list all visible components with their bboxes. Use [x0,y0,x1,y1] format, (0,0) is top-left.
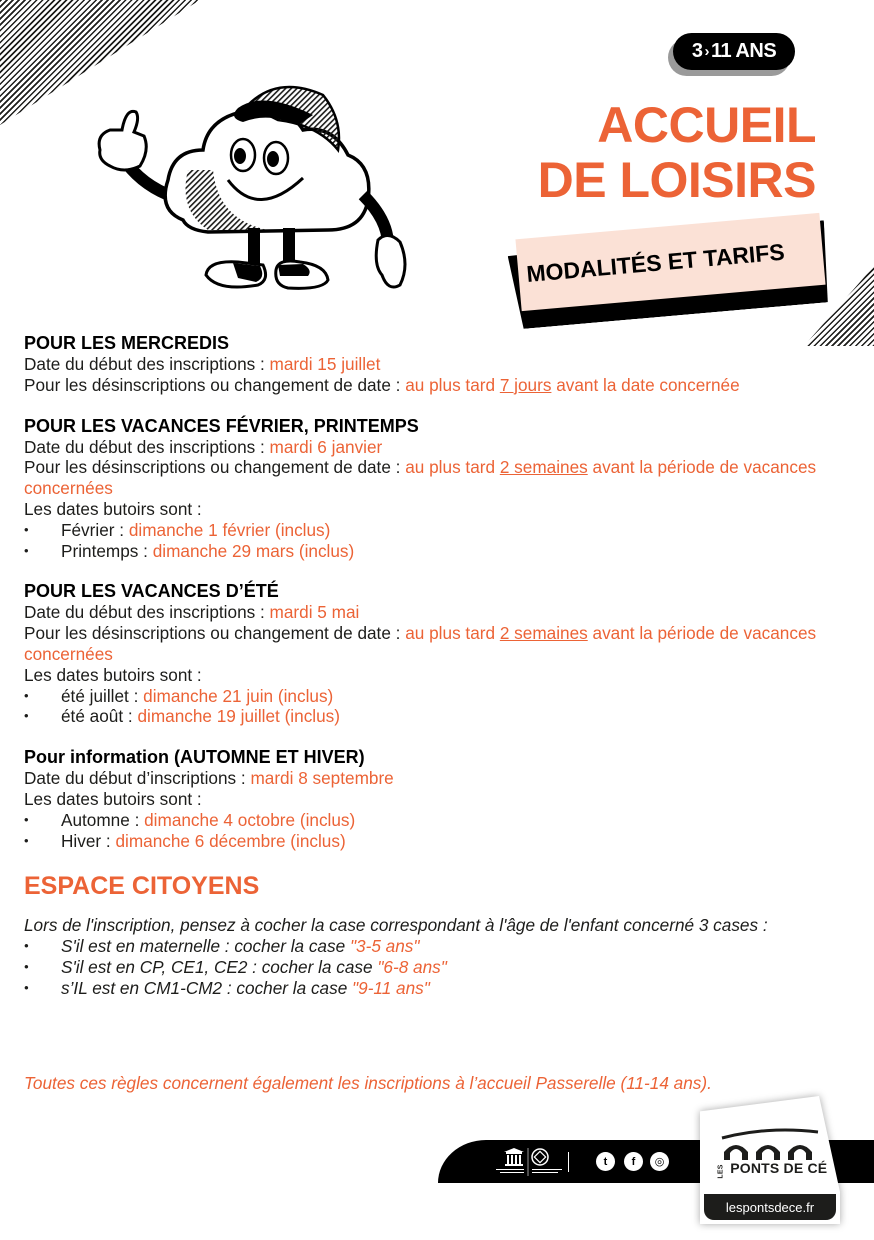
cancel-pre: au plus tard [405,374,500,395]
deadline-value: dimanche 29 mars (inclus) [152,540,355,561]
section-title: POUR LES VACANCES D’ÉTÉ [24,581,279,602]
start-date-value: mardi 8 septembre [250,768,394,789]
instruction-label: S'il est en maternelle : cocher la case [61,936,350,957]
deadline-value: dimanche 4 octobre (inclus) [144,809,356,830]
instruction-label: S'il est en CP, CE1, CE2 : cocher la case [61,956,378,977]
section-automne-hiver [24,747,854,851]
cancel-line [24,375,854,396]
age-checkbox-instruction [24,978,854,999]
start-date-label: Date du début des inscriptions : [24,602,270,623]
deadline-item [24,541,854,562]
deadline-item [24,686,854,707]
section-title: Pour information (AUTOMNE ET HIVER) [24,747,365,768]
deadline-label: Printemps : [61,540,153,561]
age-range-badge [673,33,795,70]
start-date-line [24,354,854,375]
section-title: POUR LES MERCREDIS [24,333,230,353]
age-checkbox-instruction [24,936,854,957]
instruction-label: s’IL est en CM1-CM2 : cocher la case [61,977,353,998]
instagram-icon[interactable]: ◎ [650,1152,669,1171]
start-date-line [24,768,854,789]
cancel-label: Pour les désinscriptions ou changement de date : [24,623,406,644]
logo-name [714,1160,834,1179]
logo-les: LES [717,1164,725,1179]
cancel-label: Pour les désinscriptions ou changement de date : [24,457,406,478]
thumbs-up-hand-icon [99,111,146,170]
cancel-line [24,457,854,499]
section-ete [24,581,854,727]
start-date-value: mardi 6 janvier [269,436,383,457]
start-date-label: Date du début des inscriptions : [24,354,270,374]
waving-hand-icon [376,235,405,287]
espace-citoyens-intro: Lors de l'inscription, pensez à cocher la case correspondant à l'âge de l'enfant concerné 3 cases : [24,915,768,936]
footer-divider [568,1152,569,1172]
deadlines-label: Les dates butoirs sont : [24,788,202,809]
start-date-value: mardi 15 juillet [269,354,381,374]
instruction-value: "9-11 ans" [352,977,430,998]
deadline-label: Février : [61,519,129,540]
cloud-mascot-illustration [88,70,418,290]
age-to: 11 ANS [710,40,777,62]
start-date-value: mardi 5 mai [269,602,360,623]
website-link[interactable]: lespontsdece.fr [704,1194,836,1220]
instruction-value: "6-8 ans" [377,956,447,977]
deadline-value: dimanche 21 juin (inclus) [143,685,334,706]
cancel-pre: au plus tard [405,457,500,478]
facebook-icon[interactable]: f [624,1152,643,1171]
deadline-value: dimanche 1 février (inclus) [128,519,331,540]
deadlines-label: Les dates butoirs sont : [24,498,202,519]
logo-name-text: PONTS DE CÉ [730,1160,828,1176]
start-date-line [24,602,854,623]
cancel-pre: au plus tard [405,623,500,644]
section-title: POUR LES VACANCES FÉVRIER, PRINTEMPS [24,415,419,436]
start-date-label: Date du début des inscriptions : [24,436,270,457]
cancel-line [24,623,854,665]
twitter-icon[interactable]: t [596,1152,615,1171]
final-note: Toutes ces règles concernent également les inscriptions à l’accueil Passerelle (11-14 ans). [24,1073,712,1093]
les-ponts-de-ce-logo [700,1096,840,1224]
section-fevrier-printemps [24,416,854,562]
deadline-item [24,831,854,852]
start-date-line [24,437,854,458]
deadline-label: été août : [61,706,138,727]
chevron-right-icon: › [704,43,709,60]
page-title-line2: DE LOISIRS [537,152,816,208]
section-espace-citoyens [24,871,854,998]
cancel-post: avant la période de vacances concernées [24,457,817,499]
start-date-label: Date du début d’inscriptions : [24,768,251,789]
deadline-label: été juillet : [61,685,144,706]
deadline-label: Automne : [61,809,145,830]
deadline-value: dimanche 6 décembre (inclus) [115,830,346,851]
cancel-post: avant la période de vacances concernées [24,623,817,664]
deadline-item [24,706,854,727]
subtitle-banner [510,212,830,317]
age-from: 3 [691,40,703,62]
section-mercredis [24,333,854,396]
cancel-delay: 7 jours [499,374,552,395]
page-title-line1: ACCUEIL [597,97,816,153]
deadline-item [24,810,854,831]
deadline-value: dimanche 19 juillet (inclus) [137,706,340,727]
cancel-delay: 2 semaines [499,623,588,644]
deadlines-label: Les dates butoirs sont : [24,664,202,685]
espace-citoyens-title: ESPACE CITOYENS [24,872,260,901]
cancel-post: avant la date concernée [551,374,740,395]
subtitle: MODALITÉS ET TARIFS [525,238,786,288]
deadline-label: Hiver : [61,830,116,851]
unesco-logo-icon [482,1146,572,1178]
instruction-value: "3-5 ans" [349,936,420,957]
page-title [538,98,816,208]
bridge-arches-icon [718,1128,822,1160]
cancel-delay: 2 semaines [499,457,588,478]
deadline-item [24,520,854,541]
main-content [24,333,854,999]
cancel-label: Pour les désinscriptions ou changement de date : [24,374,406,395]
age-checkbox-instruction [24,957,854,978]
